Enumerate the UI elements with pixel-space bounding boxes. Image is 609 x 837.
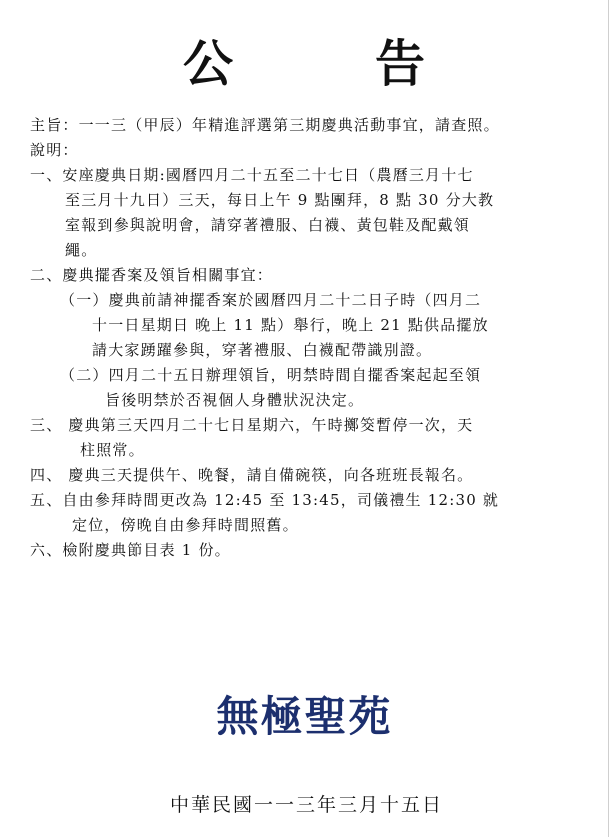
item-2-line-1: 二、慶典擺香案及領旨相關事宜：	[30, 266, 274, 284]
item-2-2-line-2: 旨後明禁於否視個人身體狀況決定。	[105, 391, 365, 409]
subject-line: 主旨：一一三（甲辰）年精進評選第三期慶典活動事宜，請查照。	[30, 116, 500, 134]
title-char-2: 告	[375, 35, 425, 93]
item-5-line-1: 五、自由參拜時間更改為 12:45 至 13:45，司儀禮生 12:30 就	[30, 491, 500, 509]
item-2-1-line-2: 十一日星期日 晚上 11 點）舉行，晚上 21 點供品擺放	[92, 316, 489, 334]
announcement-title	[0, 34, 609, 94]
item-5-line-2: 定位，傍晚自由參拜時間照舊。	[72, 516, 299, 534]
explain-label: 說明：	[30, 141, 79, 159]
announcement-body	[30, 113, 590, 563]
item-3-line-2: 柱照常。	[80, 441, 145, 459]
item-2-2-line-1: （二）四月二十五日辦理領旨，明禁時間自擺香案起起至領	[60, 366, 482, 384]
item-2-1-line-1: （一）慶典前請神擺香案於國曆四月二十二日子時（四月二	[60, 291, 482, 309]
item-2-1-line-3: 請大家踴躍參與，穿著禮服、白襪配帶識別證。	[92, 341, 433, 359]
organization-name: 無極聖苑	[216, 692, 393, 741]
item-1-line-3: 室報到參與說明會，請穿著禮服、白襪、黃包鞋及配戴領	[65, 216, 471, 234]
item-6-line-1: 六、檢附慶典節目表 1 份。	[30, 541, 231, 559]
item-4-line-1: 四、 慶典三天提供午、晚餐，請自備碗筷，向各班班長報名。	[30, 466, 474, 484]
announcement-date: 中華民國一一三年三月十五日	[169, 794, 443, 816]
item-1-line-2: 至三月十九日）三天，每日上午 9 點團拜，8 點 30 分大教	[65, 191, 495, 209]
item-3-line-1: 三、 慶典第三天四月二十七日星期六，午時擲筊暫停一次，天	[30, 416, 474, 434]
item-1-line-1: 一、安座慶典日期:國曆四月二十五至二十七日（農曆三月十七	[30, 166, 474, 184]
item-1-line-4: 繩。	[65, 241, 98, 259]
title-char-1: 公	[183, 35, 233, 93]
